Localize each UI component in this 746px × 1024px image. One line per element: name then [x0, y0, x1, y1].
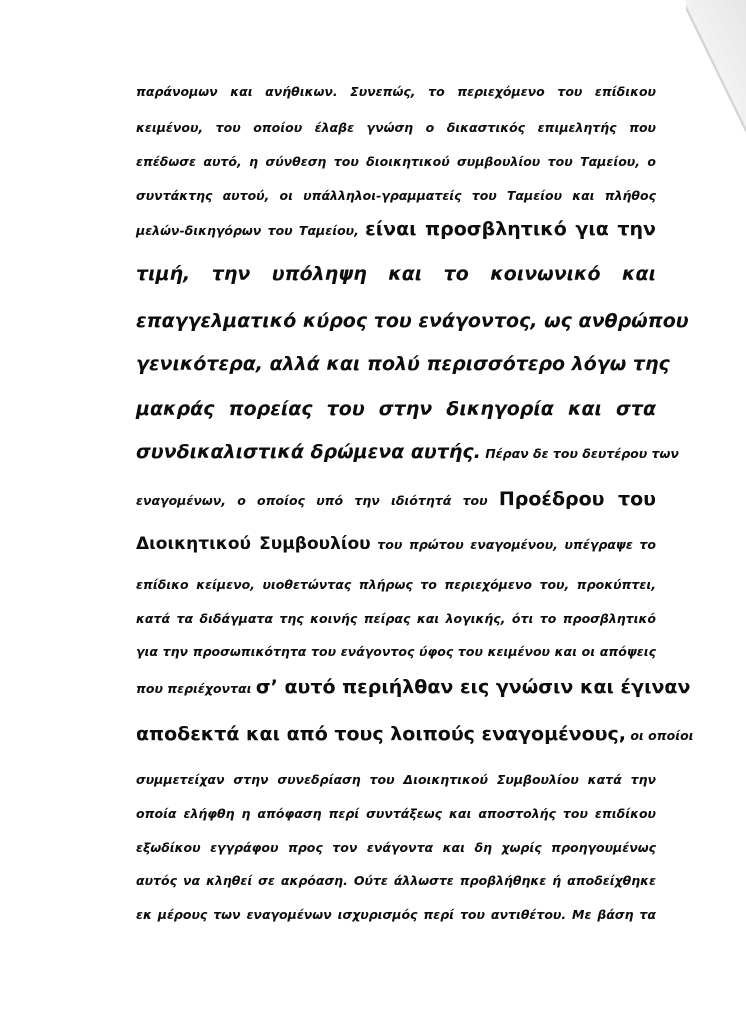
text-line: εναγομένων, ο οποίος υπό την ιδιότητά του Προέδρου του	[136, 488, 656, 510]
text-line: μελών-δικηγόρων του Ταμείου, είναι προσβλητικό για την	[136, 218, 656, 240]
text-line: κειμένου, του οποίου έλαβε γνώση ο δικαστικός επιμελητής που	[136, 120, 656, 135]
emphasis-text: συνδικαλιστικά δρώμενα αυτής.	[136, 441, 481, 463]
text-line-emphasis: επαγγελματικό κύρος του ενάγοντος, ως ανθρώπου	[136, 310, 689, 332]
text-line: Διοικητικού Συμβουλίου του πρώτου εναγομένου, υπέγραψε το	[136, 534, 656, 554]
text-line: συντάκτης αυτού, οι υπάλληλοι-γραμματείς του Ταμείου και πλήθος	[136, 188, 656, 203]
text-line: αυτός να κληθεί σε ακρόαση. Ούτε άλλωστε προβλήθηκε ή αποδείχθηκε	[136, 873, 656, 888]
text-line-emphasis: γενικότερα, αλλά και πολύ περισσότερο λόγω της	[136, 353, 670, 375]
text-line: κατά τα διδάγματα της κοινής πείρας και λογικής, ότι το προσβλητικό	[136, 611, 656, 626]
folded-page-corner	[686, 0, 746, 140]
text-line: συμμετείχαν στην συνεδρίαση του Διοικητικού Συμβουλίου κατά την	[136, 772, 656, 787]
text-line-emphasis: τιμή, την υπόληψη και το κοινωνικό και	[136, 263, 656, 285]
text-line: που περιέχονται σ’ αυτό περιήλθαν εις γνώσιν και έγιναν	[136, 676, 691, 698]
text-line: παράνομων και ανήθικων. Συνεπώς, το περιεχόμενο του επίδικου	[136, 84, 656, 99]
text-line: εξωδίκου εγγράφου προς τον ενάγοντα και δη χωρίς προηγουμένως	[136, 840, 656, 855]
text-line: για την προσωπικότητα του ενάγοντος ύφος του κειμένου και οι απόψεις	[136, 644, 656, 659]
emphasis-text: Διοικητικού Συμβουλίου	[136, 534, 371, 554]
text-line: αποδεκτά και από τους λοιπούς εναγομένους, οι οποίοι	[136, 723, 694, 745]
text-line: επέδωσε αυτό, η σύνθεση του διοικητικού συμβουλίου του Ταμείου, ο	[136, 154, 656, 169]
text-line-emphasis: μακράς πορείας του στην δικηγορία και στα	[136, 398, 656, 420]
text-line: επίδικο κείμενο, υιοθετώντας πλήρως το περιεχόμενο του, προκύπτει,	[136, 577, 656, 592]
emphasis-text: Προέδρου του	[498, 488, 656, 510]
text-line: συνδικαλιστικά δρώμενα αυτής. Πέραν δε του δευτέρου των	[136, 441, 679, 463]
emphasis-text: σ’ αυτό περιήλθαν εις γνώσιν και έγιναν	[255, 676, 691, 698]
emphasis-text: είναι προσβλητικό για την	[365, 218, 656, 240]
emphasis-text: αποδεκτά και από τους λοιπούς εναγομένους,	[136, 723, 626, 745]
text-line: οποία ελήφθη η απόφαση περί συντάξεως και αποστολής του επιδίκου	[136, 806, 656, 821]
text-line: εκ μέρους των εναγομένων ισχυρισμός περί του αντιθέτου. Με βάση τα	[136, 907, 656, 922]
